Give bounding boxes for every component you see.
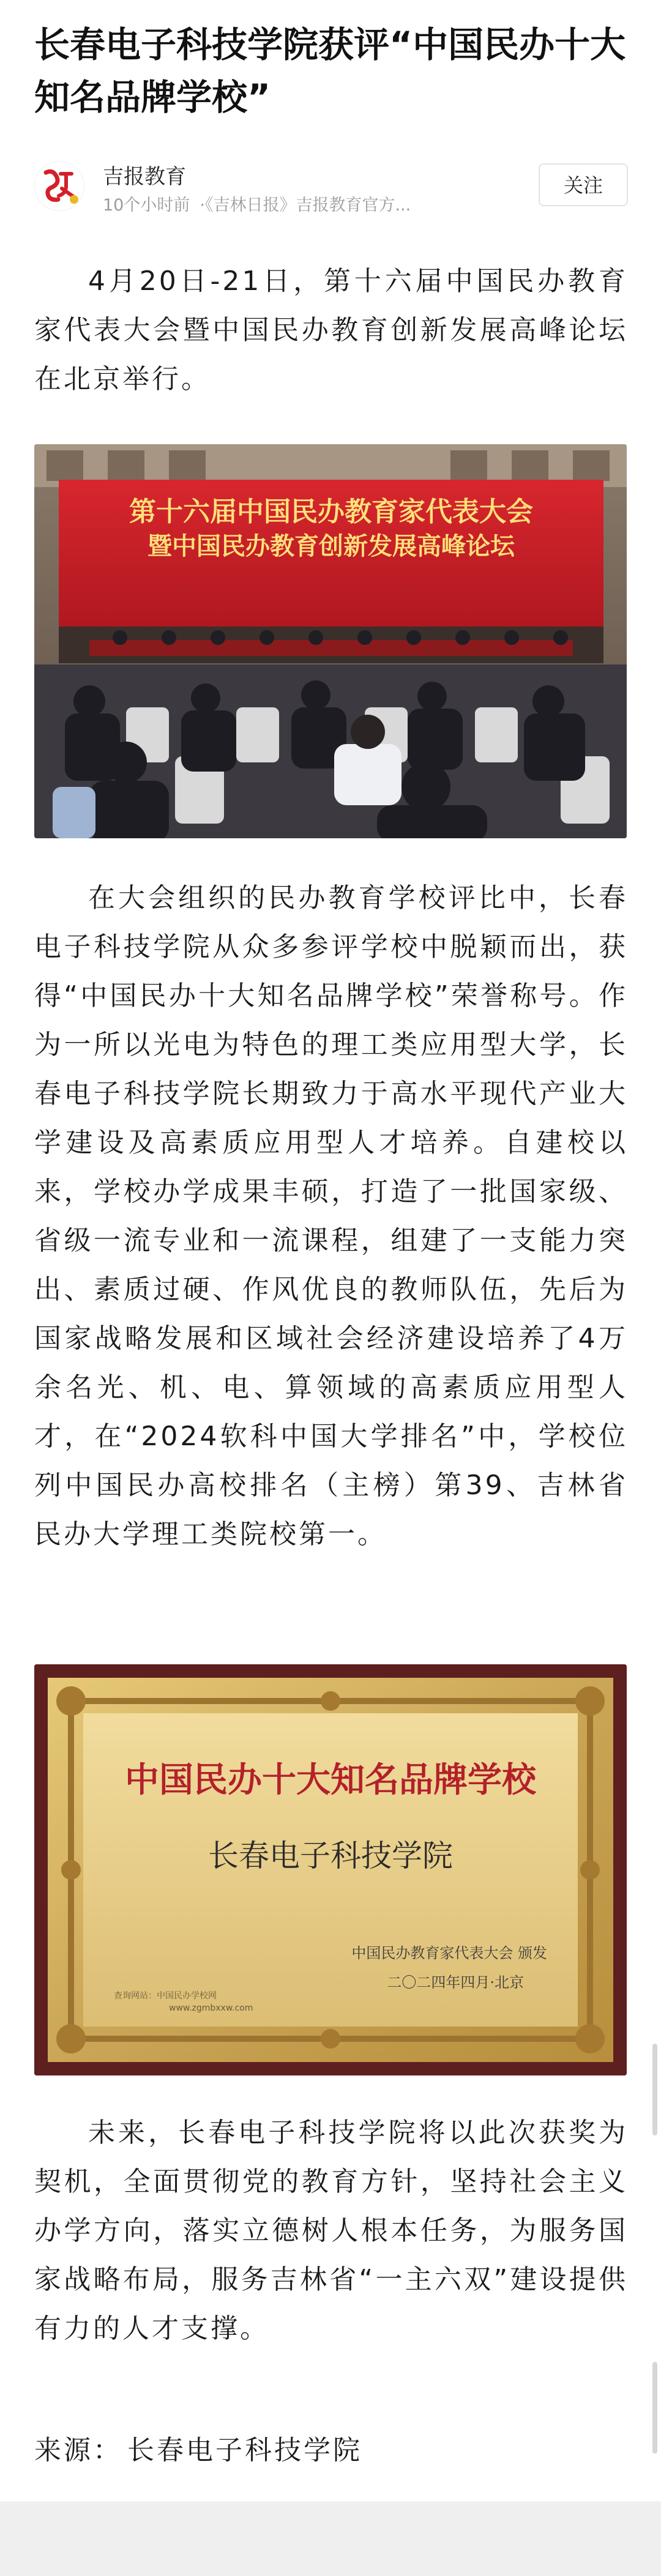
paragraph-1: 4月20日-21日，第十六届中国民办教育家代表大会暨中国民办教育创新发展高峰论坛在北京举行。 xyxy=(34,266,628,395)
article-source xyxy=(34,2428,362,2467)
author-description: ·《吉林日报》吉报教育官方... xyxy=(200,196,411,215)
plaque-small-text-2: www.zgmbxxw.com xyxy=(169,2003,253,2013)
plaque-school-name: 长春电子科技学院 xyxy=(208,1838,453,1874)
author-meta xyxy=(103,192,420,215)
paragraph-3: 未来，长春电子科技学院将以此次获奖为契机，全面贯彻党的教育方针，坚持社会主义办学方向，落实立德树人根本任务，为服务国家战略布局，服务吉林省“一主六双”建设提供有力的人才支撑。 xyxy=(34,2117,628,2344)
conference-photo[interactable] xyxy=(34,444,627,838)
plaque-issuer: 中国民办教育家代表大会 颁发 xyxy=(351,1945,547,1962)
source-label: 来源： xyxy=(34,2435,122,2466)
bottom-bar xyxy=(0,2501,661,2576)
banner-line-1: 第十六届中国民办教育家代表大会 xyxy=(129,496,533,527)
author-name[interactable]: 吉报教育 xyxy=(103,165,186,189)
banner-line-2: 暨中国民办教育创新发展高峰论坛 xyxy=(148,532,515,560)
publish-time: 10个小时前 xyxy=(103,196,190,215)
scrollbar-thumb-lower[interactable] xyxy=(652,2362,657,2454)
plaque-small-text-1: 查询网站：中国民办学校网 xyxy=(114,1991,217,2001)
source-name: 长春电子科技学院 xyxy=(127,2435,362,2466)
conference-image xyxy=(34,444,627,838)
author-avatar[interactable] xyxy=(34,161,84,211)
paragraph-2: 在大会组织的民办教育学校评比中，长春电子科技学院从众多参评学校中脱颖而出，获得“中国民办十大知名品牌学校”荣誉称号。作为一所以光电为特色的理工类应用型大学，长春电子科技学院长期致力于高水平现代产业大学建设及高素质应用型人才培养。自建校以来，学校办学成果丰硕，打造了一批国家级、省级一流专业和一流课程，组建了一支能力突出、素质过硬、作风优良的教师队伍，先后为国家战略发展和区域社会经济建设培养了4万余名光、机、电、算领域的高素质应用型人才，在“2024软科中国大学排名”中，学校位列中国民办高校排名（主榜）第39、吉林省民办大学理工类院校第一。 xyxy=(34,882,628,1550)
follow-button[interactable]: 关注 xyxy=(539,163,628,206)
plaque-photo[interactable] xyxy=(34,1664,627,2075)
plaque-title: 中国民办十大知名品牌学校 xyxy=(125,1760,536,1800)
author-row xyxy=(34,156,628,217)
plaque-date: 二〇二四年四月·北京 xyxy=(387,1974,524,1991)
article-title: 长春电子科技学院获评“中国民办十大知名品牌学校” xyxy=(34,24,626,118)
avatar-logo-icon xyxy=(35,162,84,210)
scrollbar-thumb[interactable] xyxy=(652,2044,657,2135)
plaque-image xyxy=(34,1664,627,2075)
